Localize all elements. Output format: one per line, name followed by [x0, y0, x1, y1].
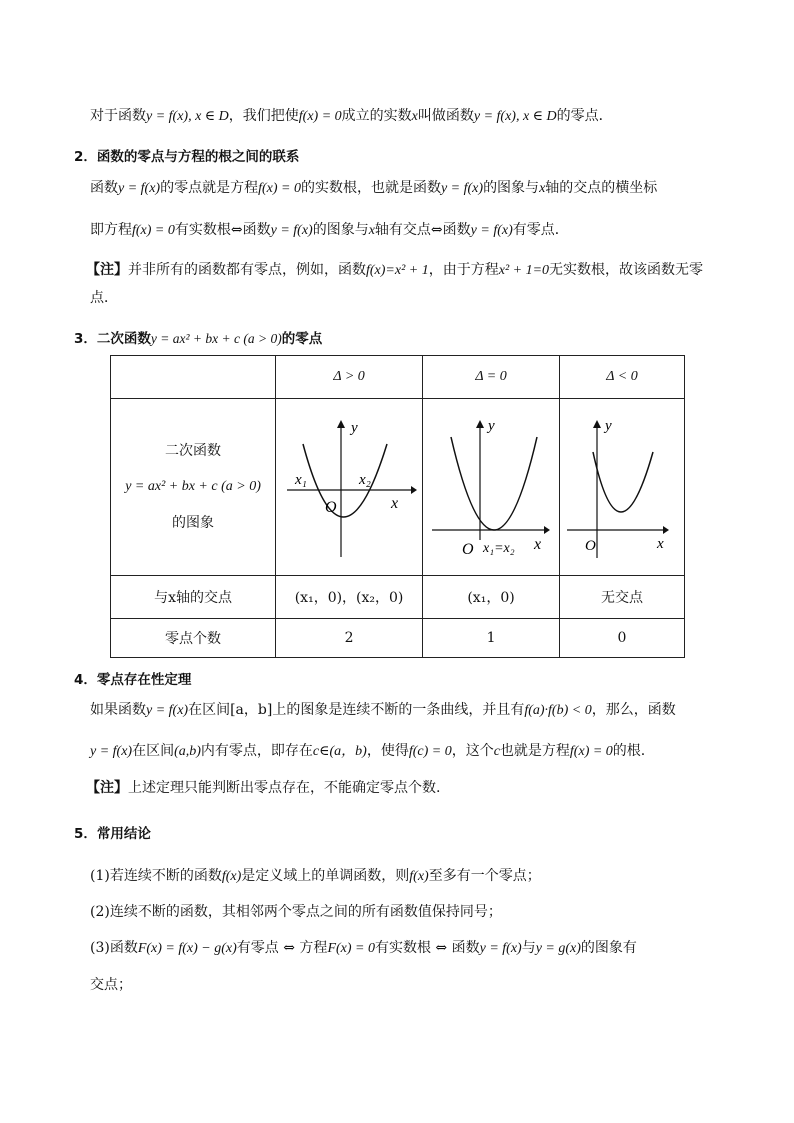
- svg-text:x₁: x₁: [295, 472, 307, 488]
- table-header-empty: [111, 356, 276, 399]
- count-label: 零点个数: [111, 619, 276, 658]
- graph-no-root: [560, 399, 685, 576]
- svg-text:O: O: [325, 499, 337, 516]
- section-4-title: 4．零点存在性定理: [74, 672, 192, 688]
- graph-one-root: [423, 399, 560, 576]
- table-header-negative: Δ < 0: [560, 356, 685, 399]
- table-header-zero: Δ = 0: [423, 356, 560, 399]
- table-header-positive: Δ > 0: [276, 356, 423, 399]
- section-2-title: 2．函数的零点与方程的根之间的联系: [74, 149, 300, 165]
- parabola-no-root-graph: [563, 412, 681, 562]
- svg-text:x₂: x₂: [359, 472, 371, 488]
- svg-text:x₁=x₂: x₁=x₂: [483, 541, 515, 556]
- section-4-line-1: 如果函数y = f(x)在区间[a，b]上的图象是连续不断的一条曲线，并且有f(a)·f(b) < 0，那么，函数: [90, 702, 676, 718]
- section-2-line-2: 即方程f(x) = 0有实数根⇔函数y = f(x)的图象与x轴有交点⇔函数y = f(x)有零点．: [90, 222, 569, 238]
- svg-text:x: x: [657, 536, 664, 552]
- table-header-row: [111, 356, 685, 399]
- table-intersection-row: [111, 576, 685, 619]
- parabola-one-root-graph: [426, 412, 556, 562]
- section-2-note: 【注】并非所有的函数都有零点，例如，函数f(x)=x² + 1，由于方程x² + 1=0无实数根，故该函数无零: [86, 262, 704, 278]
- svg-text:y: y: [488, 418, 495, 434]
- count-two: 2: [276, 619, 423, 658]
- svg-text:y: y: [605, 418, 612, 434]
- quadratic-zero-table: [110, 355, 685, 658]
- svg-text:y: y: [351, 420, 358, 436]
- graph-row-label: 二次函数 y = ax² + bx + c (a > 0) 的图象: [111, 399, 276, 576]
- svg-text:x: x: [391, 495, 399, 512]
- table-graph-row: [111, 399, 685, 576]
- table-count-row: [111, 619, 685, 658]
- svg-text:O: O: [585, 538, 596, 554]
- intersection-none: 无交点: [560, 576, 685, 619]
- conclusion-item-1: (1)若连续不断的函数f(x)是定义域上的单调函数，则f(x)至多有一个零点；: [90, 868, 541, 884]
- section-3-title: 3．二次函数y = ax² + bx + c (a > 0)的零点: [74, 331, 323, 347]
- count-one: 1: [423, 619, 560, 658]
- section-4-line-2: y = f(x)在区间(a,b)内有零点，即存在c∈(a，b)，使得f(c) = 0，这个c也就是方程f(x) = 0的根.: [90, 743, 646, 759]
- count-zero: 0: [560, 619, 685, 658]
- section-2-note-cont: 点．: [90, 290, 118, 306]
- zero-point-definition: 对于函数y = f(x), x ∈ D，我们把使f(x) = 0成立的实数x叫做函数y = f(x), x ∈ D的零点．: [90, 108, 613, 124]
- graph-two-roots: [276, 399, 423, 576]
- svg-text:O: O: [462, 541, 474, 558]
- intersection-label: 与x轴的交点: [111, 576, 276, 619]
- conclusion-item-2: (2)连续不断的函数，其相邻两个零点之间的所有函数值保持同号；: [90, 904, 502, 920]
- section-4-note: 【注】上述定理只能判断出零点存在，不能确定零点个数.: [86, 780, 441, 796]
- svg-text:x: x: [534, 536, 542, 553]
- conclusion-item-3: (3)函数F(x) = f(x) − g(x)有零点 ⇔ 方程F(x) = 0有实数根 ⇔ 函数y = f(x)与y = g(x)的图象有: [90, 940, 637, 956]
- intersection-two: (x₁，0)，(x₂，0): [276, 576, 423, 619]
- section-5-title: 5．常用结论: [74, 826, 151, 842]
- parabola-two-roots-graph: [279, 412, 419, 562]
- intersection-one: (x₁，0): [423, 576, 560, 619]
- section-2-line-1: 函数y = f(x)的零点就是方程f(x) = 0的实数根，也就是函数y = f(x)的图象与x轴的交点的横坐标: [90, 180, 658, 196]
- conclusion-item-3-cont: 交点；: [90, 977, 132, 993]
